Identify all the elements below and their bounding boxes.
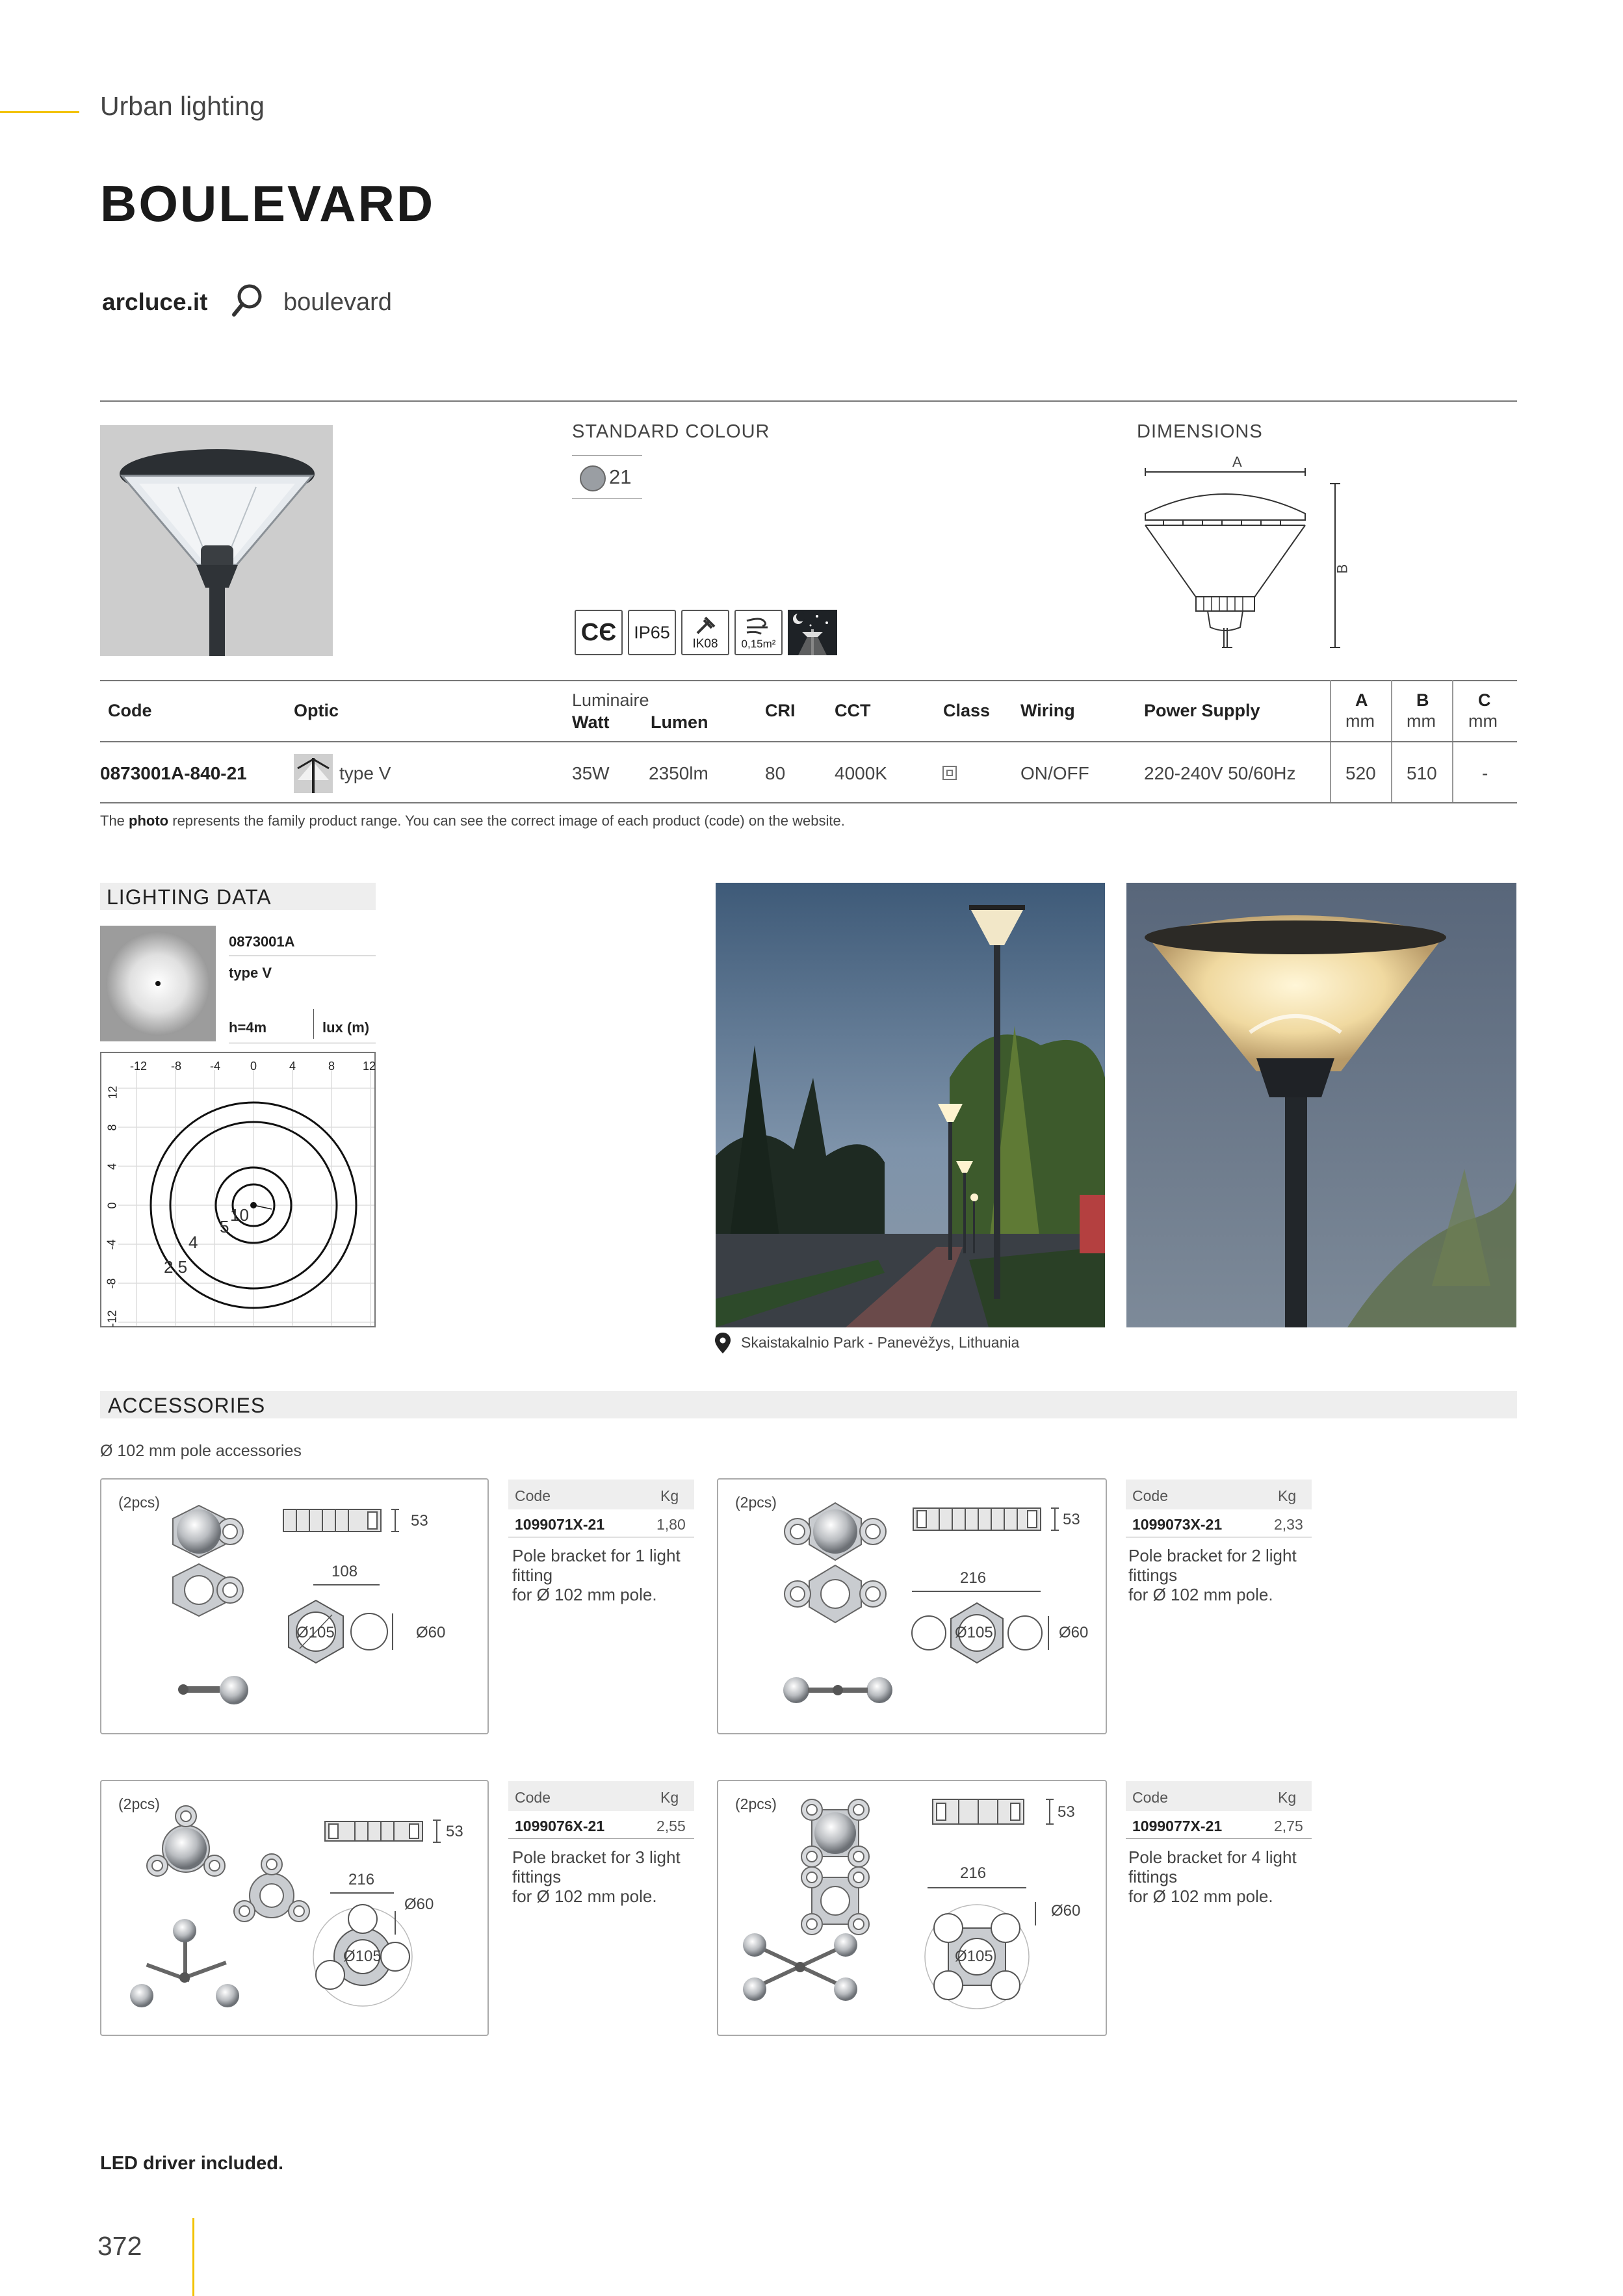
- acc-kg-head: Kg: [660, 1789, 679, 1806]
- acc-code: 1099071X-21: [515, 1516, 605, 1533]
- dimension-b-label: B: [1334, 564, 1351, 574]
- footer-accent-line: [192, 2218, 194, 2296]
- y-tick: 12: [106, 1086, 120, 1099]
- row-wiring: ON/OFF: [1020, 763, 1089, 783]
- ip-rating-icon: [628, 610, 676, 655]
- x-tick: -8: [171, 1060, 182, 1073]
- photo-note: [100, 813, 845, 829]
- x-tick: 12: [363, 1060, 376, 1073]
- ik-rating: IK08: [692, 637, 718, 651]
- ld-code: 0873001A: [229, 933, 295, 950]
- driver-note: LED driver included.: [100, 2153, 283, 2174]
- standard-colour-heading: STANDARD COLOUR: [572, 421, 770, 442]
- dim-fitting-diameter: Ø60: [416, 1624, 446, 1641]
- luminaire-closeup-photo: [1126, 883, 1516, 1327]
- th-lumen: Lumen: [651, 712, 708, 732]
- ld-divider: [313, 1009, 314, 1039]
- th-b: B: [1416, 690, 1429, 710]
- y-tick: -4: [105, 1239, 118, 1250]
- night-sensor-icon: [788, 610, 837, 655]
- dim-pole-diameter: Ø105: [343, 1948, 382, 1965]
- th-cct: CCT: [835, 701, 871, 720]
- colour-code: 21: [609, 465, 632, 488]
- ld-optic: type V: [229, 965, 272, 981]
- park-photo: [716, 883, 1105, 1327]
- th-watt: Watt: [572, 712, 610, 732]
- ik-rating-icon: [681, 610, 729, 655]
- photo-note-bold: photo: [129, 813, 169, 829]
- row-watt: 35W: [572, 763, 610, 783]
- colour-swatch[interactable]: [580, 465, 606, 491]
- y-tick: 4: [105, 1163, 119, 1170]
- th-power-supply: Power Supply: [1144, 701, 1260, 720]
- location-pin-icon: [715, 1333, 731, 1353]
- acc-desc: Pole bracket for 4 light fittings for Ø 102 mm pole.: [1128, 1847, 1297, 1906]
- acc-desc: Pole bracket for 3 light fittings for Ø 102 mm pole.: [512, 1847, 681, 1906]
- search-query[interactable]: boulevard: [283, 289, 392, 316]
- pcs-label: (2pcs): [735, 1795, 777, 1812]
- acc-desc: Pole bracket for 1 light fitting for Ø 102 mm pole.: [512, 1546, 681, 1604]
- table-header-rule: [100, 741, 1517, 742]
- th-luminaire: Luminaire: [572, 690, 649, 710]
- acc-kg: 2,75: [1274, 1818, 1303, 1834]
- row-c: -: [1482, 763, 1488, 783]
- dim-height: 53: [1063, 1511, 1080, 1528]
- dimension-drawing: [1131, 449, 1352, 657]
- ip-rating: IP65: [634, 622, 670, 642]
- acc-kg: 2,55: [656, 1818, 686, 1834]
- dim-width: 216: [348, 1871, 375, 1888]
- page-number: 372: [97, 2231, 142, 2261]
- isolux-label: 5: [220, 1217, 229, 1236]
- acc-code: 1099073X-21: [1132, 1516, 1223, 1533]
- x-tick: 0: [250, 1060, 257, 1073]
- th-c-unit: mm: [1468, 711, 1498, 731]
- pcs-label: (2pcs): [735, 1494, 777, 1511]
- acc-kg-head: Kg: [1278, 1487, 1297, 1504]
- x-tick: -4: [210, 1060, 221, 1073]
- row-cri: 80: [765, 763, 786, 783]
- dim-fitting-diameter: Ø60: [404, 1896, 434, 1913]
- row-lumen: 2350lm: [649, 763, 708, 783]
- acc-code-head: Code: [1132, 1487, 1168, 1504]
- accessories-heading: ACCESSORIES: [108, 1394, 266, 1417]
- dimension-a-label: A: [1232, 454, 1242, 470]
- section-label: Urban lighting: [100, 91, 265, 121]
- dim-pole-diameter: Ø105: [296, 1624, 335, 1641]
- table-bottom-rule: [100, 802, 1517, 803]
- th-a-unit: mm: [1345, 711, 1375, 731]
- dim-pole-diameter: Ø105: [955, 1948, 993, 1965]
- accent-line: [0, 111, 79, 113]
- photo-note-before: The: [100, 813, 129, 829]
- acc-kg: 1,80: [656, 1516, 686, 1533]
- wind-area: 0,15m²: [741, 638, 776, 650]
- y-tick: 8: [105, 1124, 119, 1131]
- dim-pole-diameter: Ø105: [955, 1624, 993, 1641]
- dim-height: 53: [446, 1823, 463, 1840]
- ld-unit: lux (m): [322, 1019, 370, 1036]
- ce-mark-icon: CЄ: [575, 610, 623, 655]
- product-image: [100, 425, 333, 656]
- acc-kg: 2,33: [1274, 1516, 1303, 1533]
- th-code: Code: [108, 701, 152, 720]
- acc-code: 1099076X-21: [515, 1818, 605, 1834]
- row-power-supply: 220-240V 50/60Hz: [1144, 763, 1296, 783]
- wind-area-icon: [734, 610, 783, 655]
- dim-width: 216: [960, 1569, 987, 1587]
- acc-code-head: Code: [515, 1487, 551, 1504]
- pcs-label: (2pcs): [118, 1494, 160, 1511]
- acc-code-head: Code: [1132, 1789, 1168, 1806]
- site-link[interactable]: arcluce.it: [102, 289, 208, 315]
- isolux-label: 10: [230, 1205, 249, 1225]
- th-class: Class: [943, 701, 991, 720]
- colour-bottom-rule: [572, 498, 642, 499]
- acc-code: 1099077X-21: [1132, 1818, 1223, 1834]
- top-divider: [100, 400, 1517, 402]
- th-optic: Optic: [294, 701, 339, 720]
- class-ii-icon: [942, 766, 957, 780]
- y-tick: -8: [105, 1278, 118, 1289]
- search-icon[interactable]: [229, 282, 265, 319]
- row-code: 0873001A-840-21: [100, 763, 247, 783]
- th-c: C: [1478, 690, 1491, 710]
- accessories-bar: [100, 1391, 1517, 1418]
- th-cri: CRI: [765, 701, 796, 720]
- location-caption: Skaistakalnio Park - Panevėžys, Lithuania: [741, 1334, 1020, 1351]
- accessory-card-2[interactable]: [717, 1478, 1107, 1734]
- th-wiring: Wiring: [1020, 701, 1075, 720]
- row-a: 520: [1345, 763, 1376, 783]
- dim-fitting-diameter: Ø60: [1059, 1624, 1089, 1641]
- dimensions-heading: DIMENSIONS: [1137, 421, 1263, 442]
- accessory-card-4[interactable]: [717, 1780, 1107, 2036]
- ld-height: h=4m: [229, 1019, 267, 1036]
- dim-height: 53: [1058, 1803, 1075, 1821]
- acc-kg-head: Kg: [1278, 1789, 1297, 1806]
- pcs-label: (2pcs): [118, 1795, 160, 1812]
- row-optic: type V: [339, 763, 391, 783]
- x-tick: 8: [328, 1060, 335, 1073]
- lighting-data-heading: LIGHTING DATA: [107, 885, 272, 909]
- table-top-rule: [100, 680, 1517, 681]
- dim-width: 108: [331, 1563, 358, 1580]
- isolux-diagram: [100, 1052, 376, 1327]
- x-tick: 4: [289, 1060, 296, 1073]
- dim-height: 53: [411, 1512, 428, 1530]
- acc-kg-head: Kg: [660, 1487, 679, 1504]
- row-b: 510: [1407, 763, 1437, 783]
- acc-rule: [1126, 1838, 1312, 1839]
- accessory-card-1[interactable]: [100, 1478, 489, 1734]
- acc-rule: [508, 1838, 694, 1839]
- dim-fitting-diameter: Ø60: [1051, 1902, 1081, 1920]
- colour-top-rule: [572, 455, 642, 456]
- x-tick: -12: [130, 1060, 148, 1073]
- page-title: BOULEVARD: [100, 175, 435, 232]
- accessories-subtitle: Ø 102 mm pole accessories: [100, 1442, 302, 1460]
- light-distribution-thumb: [100, 926, 216, 1041]
- isolux-label: 2.5: [164, 1257, 188, 1277]
- dim-width: 216: [960, 1864, 987, 1882]
- th-b-unit: mm: [1407, 711, 1436, 731]
- y-tick: 0: [105, 1202, 119, 1209]
- row-cct: 4000K: [835, 763, 887, 783]
- optic-type-v-icon: [294, 754, 333, 793]
- acc-desc: Pole bracket for 2 light fittings for Ø 102 mm pole.: [1128, 1546, 1297, 1604]
- accessory-card-3[interactable]: [100, 1780, 489, 2036]
- isolux-label: 4: [188, 1233, 198, 1252]
- photo-note-after: represents the family product range. You can see the correct image of each product (code) on the website.: [168, 813, 845, 829]
- th-a: A: [1355, 690, 1368, 710]
- y-tick: -12: [105, 1310, 119, 1327]
- acc-code-head: Code: [515, 1789, 551, 1806]
